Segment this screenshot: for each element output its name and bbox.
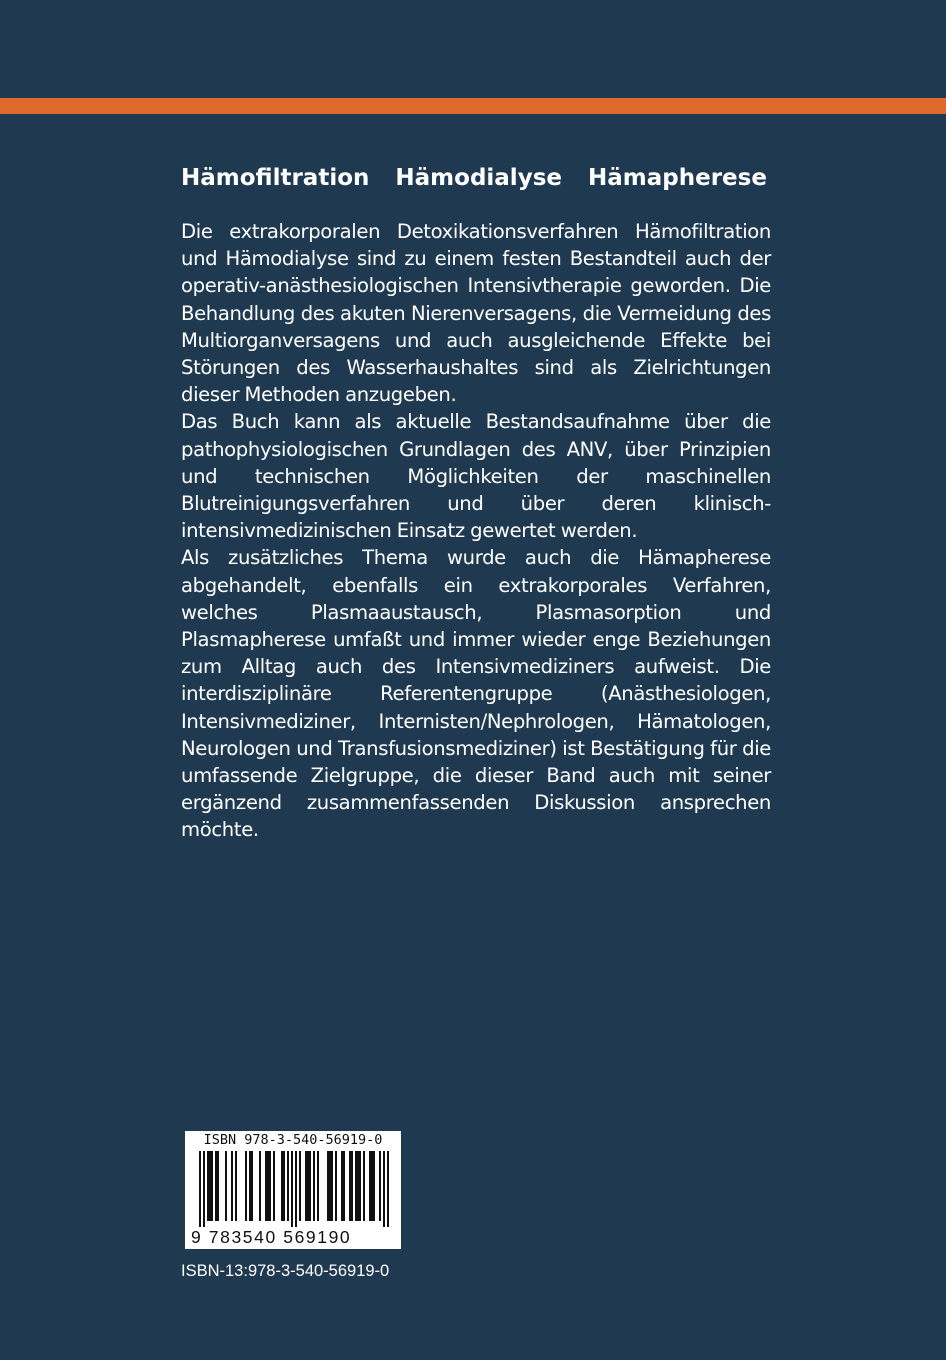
- barcode-bar: [351, 1151, 353, 1221]
- isbn-13-label: ISBN-13:978-3-540-56919-0: [181, 1262, 390, 1280]
- barcode-bar: [269, 1151, 271, 1221]
- barcode-bar: [203, 1151, 205, 1227]
- blurb-paragraph-2: Das Buch kann als aktuelle Bestandsaufnahme über die pathophysiologischen Grundlagen des ANV, über Prinzipien und technischen Möglichkeiten der maschinellen Blutreinigungsverfahren und über deren klinisch-intensivmedizinischen Einsatz gewertet werden.: [181, 410, 771, 543]
- barcode-bar: [283, 1151, 285, 1221]
- blurb-paragraph-3: Als zusätzliches Thema wurde auch die Hämapherese abgehandelt, ebenfalls ein extrakorporales Verfahren, welches Plasmaaustausch, Plasmasorption und Plasmapherese umfaßt und immer wieder enge Beziehungen zum Alltag auch des Intensivmediziners aufweist. Die interdisziplinäre Referentengruppe (Anästhesiologen, Intensivmediziner, Internisten/Nephrologen, Hämatologen, Neurologen und Transfusionsmediziner) ist Bestätigung für die umfassende Zielgruppe, die dieser Band auch mit seiner ergänzend zusammenfassenden Diskussion ansprechen möchte.: [181, 546, 771, 842]
- barcode-digits: 9 783540 569190: [191, 1227, 352, 1247]
- barcode-bar: [331, 1151, 333, 1221]
- barcode-bar: [217, 1151, 219, 1221]
- barcode-bar: [299, 1151, 301, 1221]
- barcode-bar: [313, 1151, 315, 1221]
- barcode-bar: [341, 1151, 343, 1221]
- barcode-bar: [215, 1151, 217, 1221]
- blurb-paragraph-1: Die extrakorporalen Detoxikationsverfahren Hämofiltration und Hämodialyse sind zu einem festen Bestandteil auch der operativ-anästhesiologischen Intensivtherapie geworden. Die Behandlung des akuten Nierenversagens, die Vermeidung des Multiorganversagens und auch ausgleichende Effekte bei Störungen des Wasserhaushaltes sind als Zielrichtungen dieser Methoden anzugeben.: [181, 220, 771, 407]
- barcode-bar: [309, 1151, 311, 1221]
- barcode-bar: [379, 1151, 381, 1221]
- barcode-bar: [231, 1151, 233, 1221]
- accent-stripe: [0, 98, 946, 114]
- isbn-barcode: [185, 1131, 401, 1249]
- barcode-bar: [327, 1151, 329, 1221]
- barcode-bar: [349, 1151, 351, 1221]
- barcode-bar: [249, 1151, 251, 1221]
- barcode-bar: [281, 1151, 283, 1221]
- barcode-bar: [295, 1151, 297, 1227]
- barcode-bar: [267, 1151, 269, 1221]
- barcode-bar: [363, 1151, 365, 1221]
- barcode-bar: [335, 1151, 337, 1221]
- barcode-bar: [369, 1151, 371, 1221]
- title-word-hamofiltration: Hämofiltration: [181, 165, 370, 191]
- barcode-bar: [387, 1151, 389, 1227]
- barcode-bar: [357, 1151, 359, 1221]
- barcode-bar: [207, 1151, 209, 1221]
- title-word-hamapherese: Hämapherese: [588, 165, 767, 191]
- barcode-bar: [273, 1151, 275, 1221]
- barcode-bar: [235, 1151, 237, 1221]
- title-word-hamodialyse: Hämodialyse: [395, 165, 562, 191]
- barcode-bar: [359, 1151, 361, 1221]
- barcode-bar: [373, 1151, 375, 1221]
- barcode-bar: [343, 1151, 345, 1221]
- barcode-bar: [209, 1151, 211, 1221]
- barcode-bar: [251, 1151, 253, 1221]
- barcode-bar: [245, 1151, 247, 1221]
- barcode-isbn-caption: ISBN 978-3-540-56919-0: [203, 1132, 383, 1148]
- barcode-bars: [185, 1149, 401, 1227]
- barcode-bar: [355, 1151, 357, 1221]
- barcode-bar: [329, 1151, 331, 1221]
- barcode-bar: [259, 1151, 261, 1221]
- barcode-bar: [291, 1151, 293, 1227]
- barcode-bar: [287, 1151, 289, 1221]
- barcode-bar: [305, 1151, 307, 1221]
- barcode-bar: [383, 1151, 385, 1227]
- barcode-bar: [371, 1151, 373, 1221]
- barcode-bar: [211, 1151, 213, 1221]
- barcode-bar: [199, 1151, 201, 1227]
- barcode-bar: [307, 1151, 309, 1221]
- barcode-bar: [225, 1151, 227, 1221]
- blurb-text: [181, 218, 771, 844]
- book-title: [181, 160, 781, 196]
- barcode-bar: [317, 1151, 319, 1221]
- barcode-bar: [265, 1151, 267, 1221]
